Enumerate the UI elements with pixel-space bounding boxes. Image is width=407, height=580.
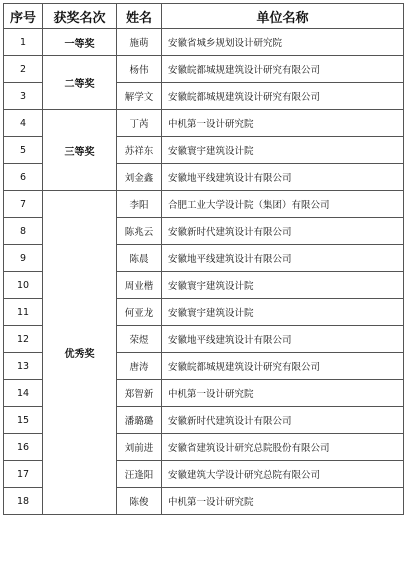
table-row bbox=[4, 191, 404, 218]
row-unit: 安徽建筑大学设计研究总院有限公司 bbox=[162, 461, 404, 488]
row-number: 3 bbox=[4, 83, 43, 110]
row-number: 10 bbox=[4, 272, 43, 299]
row-name: 何亚龙 bbox=[117, 299, 162, 326]
row-number: 2 bbox=[4, 56, 43, 83]
row-unit: 中机第一设计研究院 bbox=[162, 488, 404, 515]
row-name: 汪逢阳 bbox=[117, 461, 162, 488]
row-name: 刘前进 bbox=[117, 434, 162, 461]
row-unit: 安徽省城乡规划设计研究院 bbox=[162, 29, 404, 56]
row-unit: 中机第一设计研究院 bbox=[162, 380, 404, 407]
row-unit: 安徽皖都城规建筑设计研究有限公司 bbox=[162, 353, 404, 380]
row-name: 陈晨 bbox=[117, 245, 162, 272]
row-name: 周业楷 bbox=[117, 272, 162, 299]
row-number: 12 bbox=[4, 326, 43, 353]
row-name: 解学文 bbox=[117, 83, 162, 110]
row-name: 唐涛 bbox=[117, 353, 162, 380]
row-number: 1 bbox=[4, 29, 43, 56]
row-name: 陈兆云 bbox=[117, 218, 162, 245]
table-row bbox=[4, 56, 404, 83]
table-row bbox=[4, 29, 404, 56]
row-unit: 安徽新时代建筑设计有限公司 bbox=[162, 218, 404, 245]
row-unit: 安徽寰宇建筑设计院 bbox=[162, 272, 404, 299]
row-unit: 安徽地平线建筑设计有限公司 bbox=[162, 245, 404, 272]
row-number: 17 bbox=[4, 461, 43, 488]
row-unit: 安徽新时代建筑设计有限公司 bbox=[162, 407, 404, 434]
row-unit: 安徽地平线建筑设计有限公司 bbox=[162, 326, 404, 353]
table-row bbox=[4, 110, 404, 137]
award-table bbox=[3, 3, 404, 515]
row-number: 18 bbox=[4, 488, 43, 515]
row-name: 郑智新 bbox=[117, 380, 162, 407]
row-number: 16 bbox=[4, 434, 43, 461]
row-unit: 安徽省建筑设计研究总院股份有限公司 bbox=[162, 434, 404, 461]
row-name: 丁芮 bbox=[117, 110, 162, 137]
award-tier-excellence: 优秀奖 bbox=[43, 191, 117, 515]
award-tier-third: 三等奖 bbox=[43, 110, 117, 191]
row-number: 14 bbox=[4, 380, 43, 407]
row-number: 11 bbox=[4, 299, 43, 326]
award-list bbox=[3, 3, 404, 515]
row-number: 5 bbox=[4, 137, 43, 164]
award-tier-first: 一等奖 bbox=[43, 29, 117, 56]
row-number: 13 bbox=[4, 353, 43, 380]
row-name: 李阳 bbox=[117, 191, 162, 218]
row-unit: 安徽寰宇建筑设计院 bbox=[162, 137, 404, 164]
row-unit: 中机第一设计研究院 bbox=[162, 110, 404, 137]
row-number: 8 bbox=[4, 218, 43, 245]
row-number: 7 bbox=[4, 191, 43, 218]
row-name: 刘金鑫 bbox=[117, 164, 162, 191]
row-unit: 安徽皖都城规建筑设计研究有限公司 bbox=[162, 56, 404, 83]
header-award-rank: 获奖名次 bbox=[43, 4, 117, 29]
row-unit: 安徽寰宇建筑设计院 bbox=[162, 299, 404, 326]
award-tier-second: 二等奖 bbox=[43, 56, 117, 110]
header-name: 姓名 bbox=[117, 4, 162, 29]
row-number: 15 bbox=[4, 407, 43, 434]
header-unit: 单位名称 bbox=[162, 4, 404, 29]
row-name: 施萌 bbox=[117, 29, 162, 56]
table-header-row bbox=[4, 4, 404, 29]
header-serial: 序号 bbox=[4, 4, 43, 29]
row-name: 苏祥东 bbox=[117, 137, 162, 164]
row-name: 杨伟 bbox=[117, 56, 162, 83]
row-name: 陈俊 bbox=[117, 488, 162, 515]
row-number: 4 bbox=[4, 110, 43, 137]
row-unit: 安徽皖都城规建筑设计研究有限公司 bbox=[162, 83, 404, 110]
row-name: 荣煜 bbox=[117, 326, 162, 353]
row-name: 潘璐璐 bbox=[117, 407, 162, 434]
row-unit: 安徽地平线建筑设计有限公司 bbox=[162, 164, 404, 191]
row-number: 6 bbox=[4, 164, 43, 191]
row-number: 9 bbox=[4, 245, 43, 272]
row-unit: 合肥工业大学设计院（集团）有限公司 bbox=[162, 191, 404, 218]
